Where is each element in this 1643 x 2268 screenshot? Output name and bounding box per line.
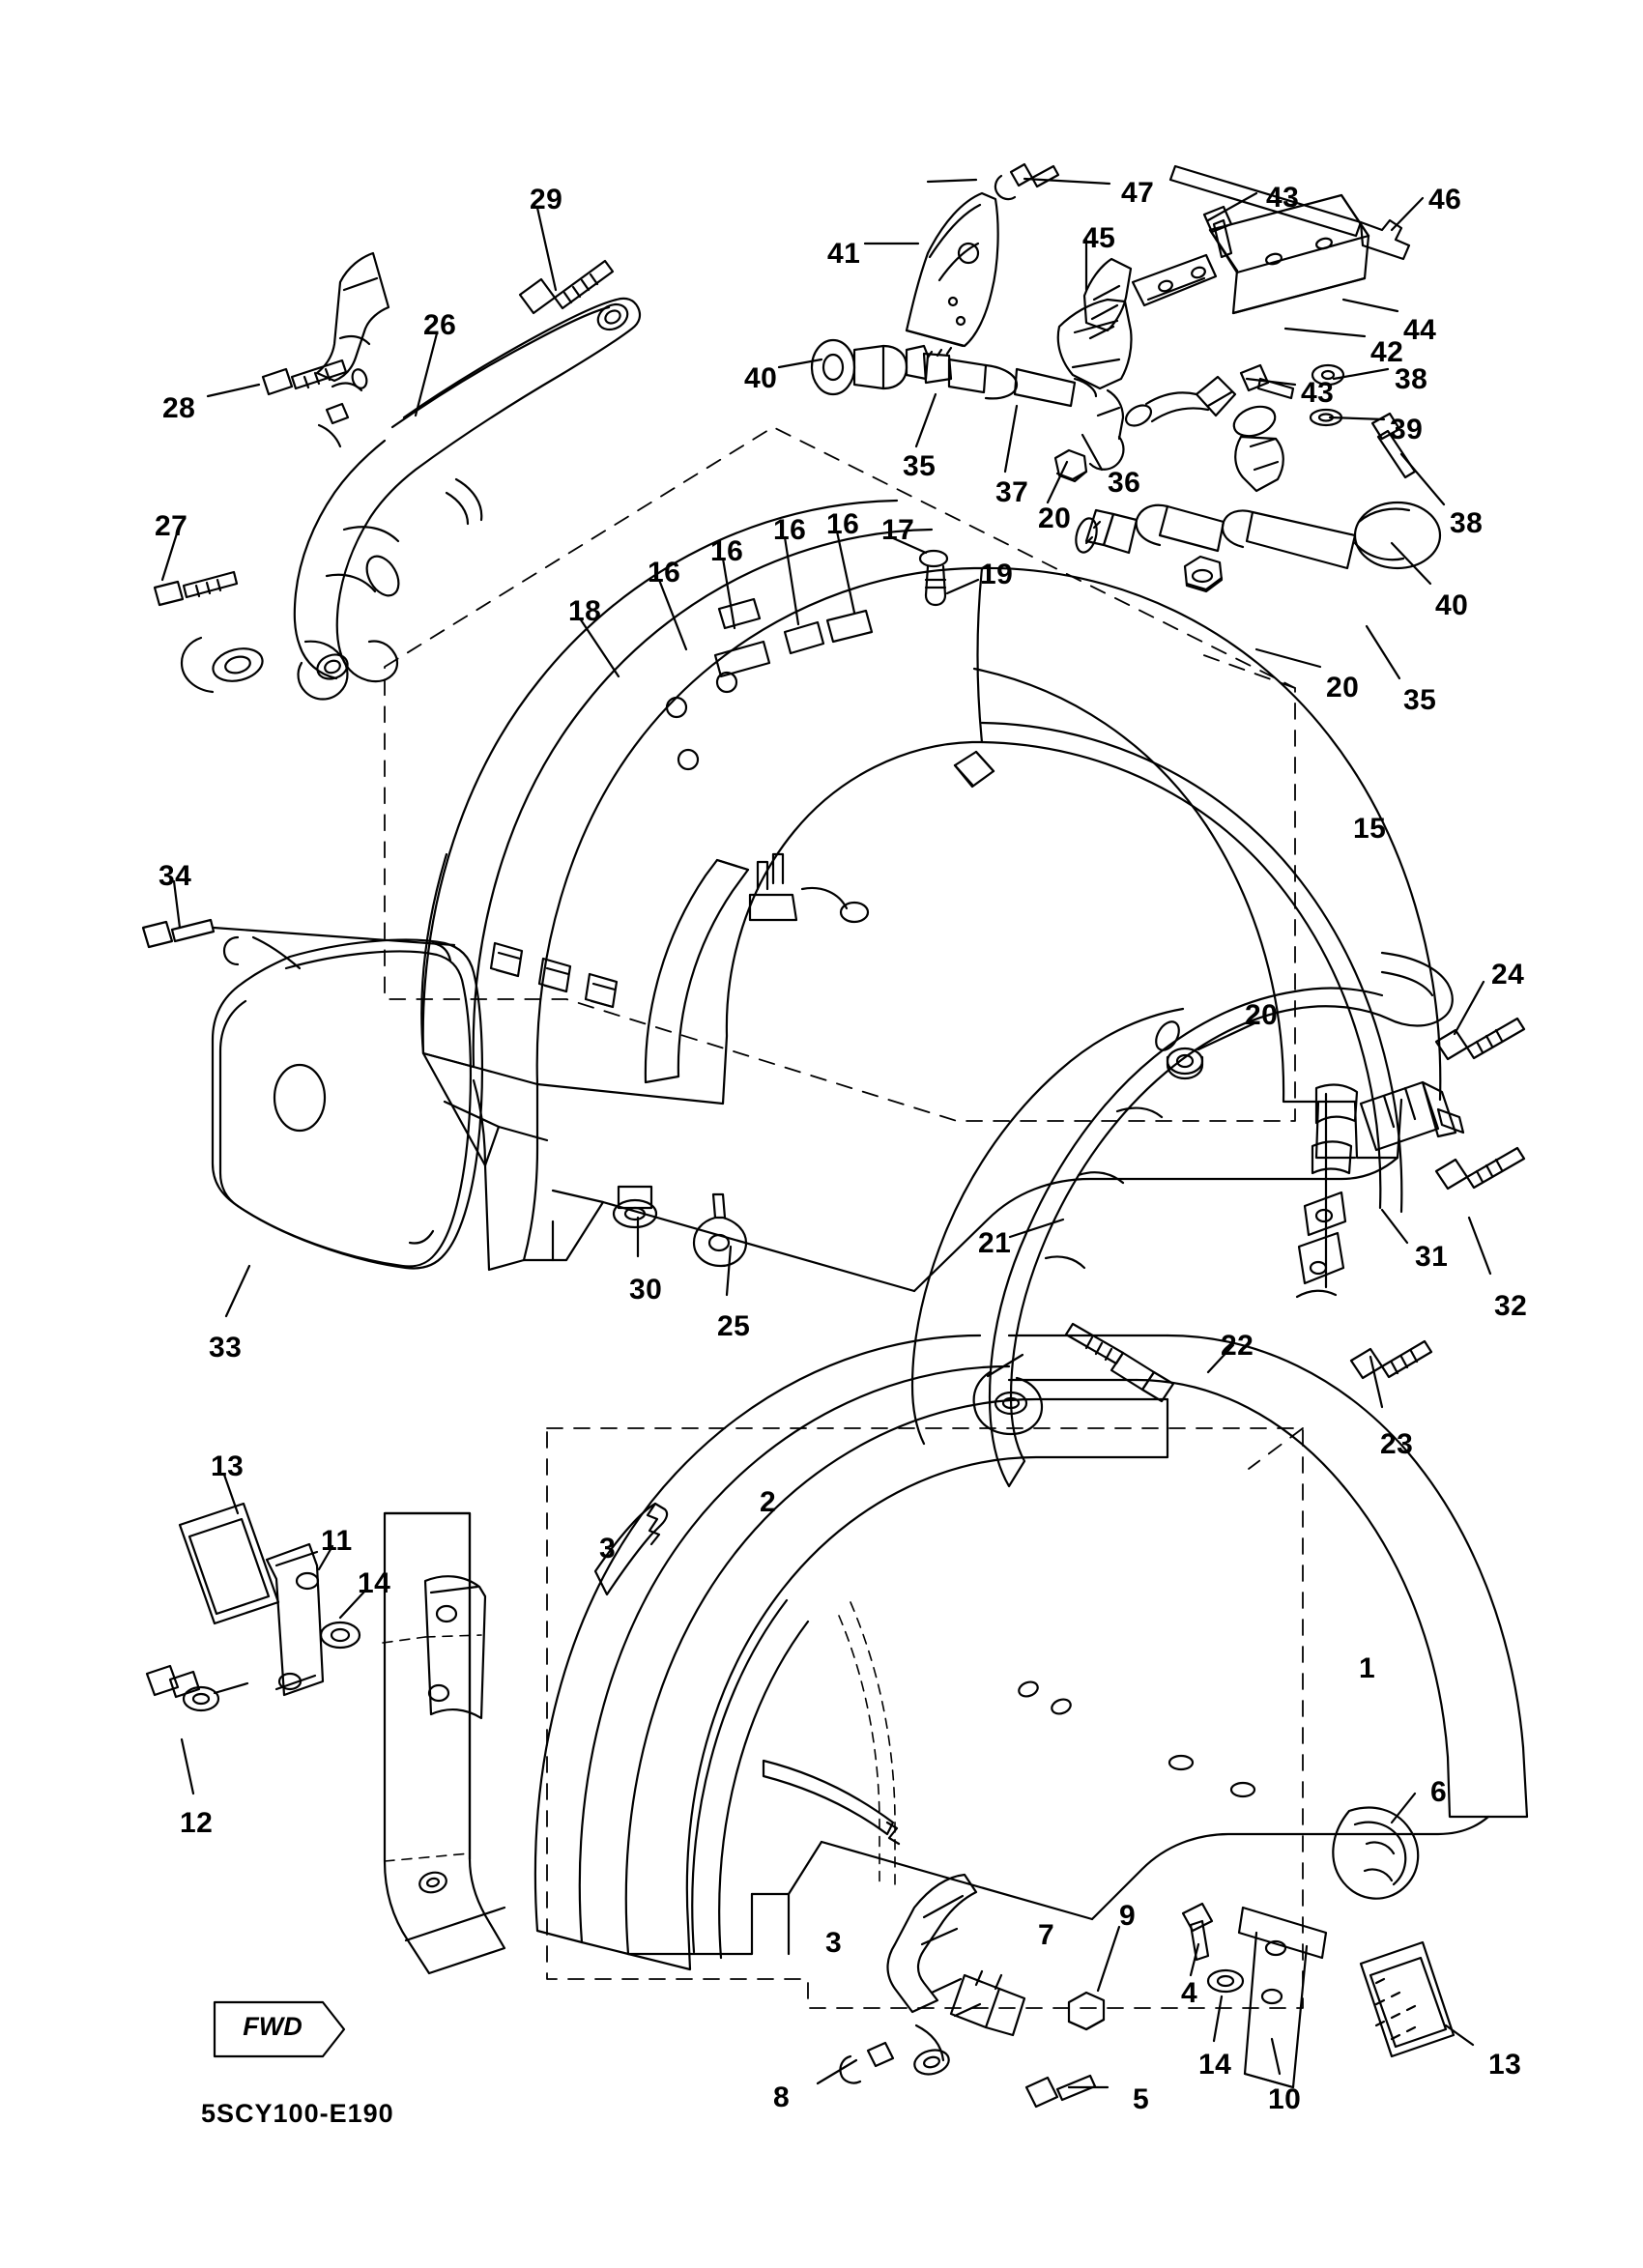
callout-45: 45	[1082, 222, 1116, 254]
callout-13-a: 13	[211, 1450, 245, 1482]
callout-38: 38	[1395, 363, 1428, 395]
callout-3-b: 3	[825, 1927, 843, 1959]
callout-3-a: 3	[599, 1533, 617, 1565]
fwd-label: FWD	[243, 2011, 303, 2041]
callout-1: 1	[1359, 1652, 1376, 1684]
callout-46: 46	[1428, 184, 1462, 215]
callout-16-d: 16	[826, 508, 860, 540]
callout-32: 32	[1494, 1290, 1528, 1322]
callout-16-c: 16	[773, 514, 807, 546]
callout-20-b: 20	[1326, 672, 1360, 703]
callout-20-c: 20	[1245, 999, 1279, 1031]
callout-26: 26	[423, 309, 457, 341]
callout-14-b: 14	[1198, 2049, 1232, 2081]
diagram-part-code: 5SCY100-E190	[201, 2099, 394, 2128]
callout-34: 34	[159, 860, 192, 892]
callout-16-a: 16	[648, 557, 681, 589]
callout-30: 30	[629, 1274, 663, 1306]
callout-20: 20	[1038, 502, 1072, 534]
callout-18: 18	[568, 595, 602, 627]
callout-33: 33	[209, 1332, 243, 1364]
callout-35: 35	[903, 450, 937, 482]
callout-5: 5	[1133, 2083, 1150, 2115]
callout-47: 47	[1121, 177, 1155, 209]
callout-13-b: 13	[1488, 2049, 1522, 2081]
callout-29: 29	[530, 184, 563, 215]
callout-23: 23	[1380, 1428, 1414, 1460]
fwd-direction-badge	[220, 1998, 325, 2054]
callout-12: 12	[180, 1807, 214, 1839]
callout-43-b: 43	[1301, 377, 1335, 409]
callout-21: 21	[978, 1227, 1012, 1259]
callout-7: 7	[1038, 1919, 1055, 1951]
callout-15: 15	[1353, 813, 1387, 845]
callout-43: 43	[1266, 182, 1300, 214]
callout-17: 17	[881, 514, 915, 546]
callout-16-b: 16	[710, 535, 744, 567]
callout-39: 39	[1390, 414, 1424, 445]
callout-44: 44	[1403, 314, 1437, 346]
callout-36: 36	[1108, 467, 1141, 499]
callout-40-b: 40	[1435, 589, 1469, 621]
callout-35-b: 35	[1403, 684, 1437, 716]
callout-19: 19	[980, 559, 1014, 590]
callout-4: 4	[1181, 1977, 1198, 2009]
callout-11: 11	[321, 1525, 353, 1557]
callout-10: 10	[1268, 2083, 1302, 2115]
callout-24: 24	[1491, 959, 1525, 990]
callout-27: 27	[155, 510, 188, 542]
callout-31: 31	[1415, 1241, 1449, 1273]
callout-8: 8	[773, 2081, 791, 2113]
callout-14-a: 14	[358, 1567, 391, 1599]
callout-25: 25	[717, 1310, 751, 1342]
callout-6: 6	[1430, 1776, 1448, 1808]
callout-42: 42	[1370, 336, 1404, 368]
callout-22: 22	[1221, 1330, 1254, 1362]
callout-38-b: 38	[1450, 507, 1484, 539]
callout-41: 41	[827, 238, 861, 270]
callout-40: 40	[744, 362, 778, 394]
callout-2: 2	[760, 1486, 777, 1518]
callout-28: 28	[162, 392, 196, 424]
callout-9: 9	[1119, 1900, 1137, 1932]
callout-37: 37	[995, 476, 1029, 508]
